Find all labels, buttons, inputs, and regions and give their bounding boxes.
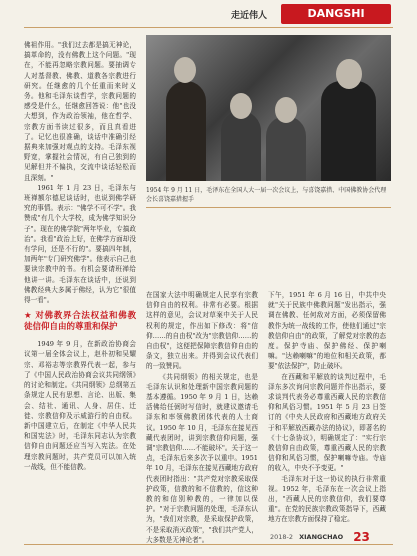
- star-icon: ★: [24, 311, 33, 322]
- photo-figure: [166, 81, 206, 181]
- issue-number: 2018-2: [270, 533, 294, 541]
- photo-figure-head: [174, 57, 196, 83]
- historical-photo: [146, 35, 391, 181]
- photo-caption: 1954 年 9 月 11 日，毛泽东在全国人大一届一次会议上，与喜饶嘉措、中国佛教协会代理会长喜饶嘉措握手: [146, 186, 391, 208]
- paragraph: 《共同纲领》的相关规定，也是毛泽东认识和处理新中国宗教问题的基本遵循。1950 年 9 月 1 日，达赖活佛给任弼时写信时，就建议邀请毛泽东和率领佛教团体代表的人士商议。1950 年 10 月，毛泽东在接见西藏代表团时，讲到宗教信仰问题，强调"宗教信仰……不能破坏"。关于这一点，毛泽东后来多次予以重申。1951 年 10 月，毛泽东在接见西藏地方政府代表团时指出："共产党对宗教采取保护政策，信教的和不信教的，信这种教的和信别种教的，一律加以保护。"对于宗教问题的处理，毛泽东认为，"我们对宗教，是采取保护政策，不是采取消灭政策"，"我们共产党人，大多数是无神论者"。: [146, 372, 258, 544]
- paragraph: 在国家大法中明确规定人民享有宗教信仰自由的权利。非常有必要。根据这样的意见，会议对草案中关于人民权利的规定，作出如下修改：将"信仰……的自由权"改为"宗教信仰……的自由权"，这便把保障宗教信仰自由的条文，独立出来。并得到会议代表们的一致赞同。: [146, 291, 258, 371]
- paragraph: 佛祖作用。"我们过去都是搞无神论，搞革命的，没有佛教上这个问题。"现在，不能再忽略宗教问题。要抽调专人对基督教、佛教、道教各宗教进行研究。任继愈的几个任重而来时义务。他和毛泽东谈哲学，宗教问题的感受是什么，任继愈回答说：他"也没大想到，作为政治领袖，他在哲学、宗教方面书读过很多，而且真看进了。记忆也很准确，谈话中准确引经据典来加强对观点的支持。毛泽东视野宽，掌握社会情况，有自己独到的见解但并不偏执，交流中谈话轻松而且深刻。": [24, 41, 136, 182]
- header-divider: [24, 27, 393, 28]
- paragraph: 在西藏和平解放的谈判过程中，毛泽东多次询问宗教问题并作出指示，要求谈判代表务必尊重西藏人民的宗教信仰和风俗习惯。1951 年 5 月 23 日签订的《中央人民政府和西藏地方政府关于和平解放西藏办法的协议》，即著名的《十七条协议》，明确规定了："实行宗教信仰自由政策，尊重西藏人民的宗教信仰和风俗习惯，保护喇嘛寺庙。寺庙的收入，中央不予变更。": [268, 372, 386, 473]
- photo-figure: [266, 116, 306, 181]
- photo-figure-head: [230, 93, 252, 119]
- column-1: [24, 40, 136, 472]
- column-tag: 走近伟人: [230, 11, 267, 21]
- magazine-name: XIANGCHAO: [299, 533, 344, 541]
- brand-logo-text: DANGSHI: [307, 7, 365, 20]
- brand-logo: [281, 4, 391, 24]
- photo-figure-head: [336, 59, 362, 89]
- column-3: [268, 290, 386, 525]
- paragraph: 1949 年 9 月，在新政治协商会议第一届全体会议上，赵朴初和吴耀宗、邓裕志等宗教界代表一起，参与了《中国人民政治协商会议共同纲领》的讨论和制定。《共同纲领》总纲第五条规定人民有思想、言论、出版、集会、结社、通讯、人身、居住、迁徙、宗教信仰及示威游行的自由权。新中国建立后，在制定《中华人民共和国宪法》时，毛泽东同志认为宗教信仰自由问题还应当写入宪法。在处理宗教问题时，共产党员可以加入统一战线，但不能信教。: [24, 340, 136, 471]
- photo-figure: [221, 111, 261, 181]
- page-number: 23: [353, 530, 370, 544]
- section-title: ★ 对佛教界合法权益和佛教徒信仰自由的尊重和保护: [24, 311, 136, 333]
- footer-divider: [24, 544, 393, 545]
- column-2: [146, 290, 258, 545]
- paragraph: 毛泽东对于这一协议的执行非常重视。1952 年，毛泽东在一次会议上指出，"西藏人民的宗教信仰，我们要尊重"。在党的民族宗教政策指导下，西藏地方在宗教方面保持了稳定。: [268, 474, 386, 524]
- paragraph: 下午，1951 年 6 月 16 日，中共中央就"关于民族中佛教问题"发出指示，强调在佛教、任何敌对方面，必须保留佛教作为统一战线的工作，使他们通过"宗教信仰自由"的政策，了解党对宗教的态度。保护寺庙、保护佛经、保护喇嘛。"达赖喇嘛"的地位和相关政策，都要"依法保护"，防止破坏。: [268, 291, 386, 371]
- photo-figure: [321, 81, 376, 181]
- photo-figure-head: [275, 97, 297, 123]
- paragraph: 1961 年 1 月 23 日，毛泽东与班禅额尔德尼谈话时，也说到佛学研究的事情。表示："佛学不可不学"。我赞成"有几个大学校，成为佛学知识分子"。现在的佛学院"两年毕业，专搞政治"。我看"政治上好，在佛学方面却没有学问，还是不行的"。要搞四年制，加两年"专门研究佛学"。他表示自己也要读宗教中的书。有机会要请班禅给他讲一讲。毛泽东在谈话中，还说到佛教经典大多属于佛经，认为它"很值得一看"。: [24, 183, 136, 305]
- page-footer: [270, 530, 390, 544]
- page-header: [0, 0, 417, 30]
